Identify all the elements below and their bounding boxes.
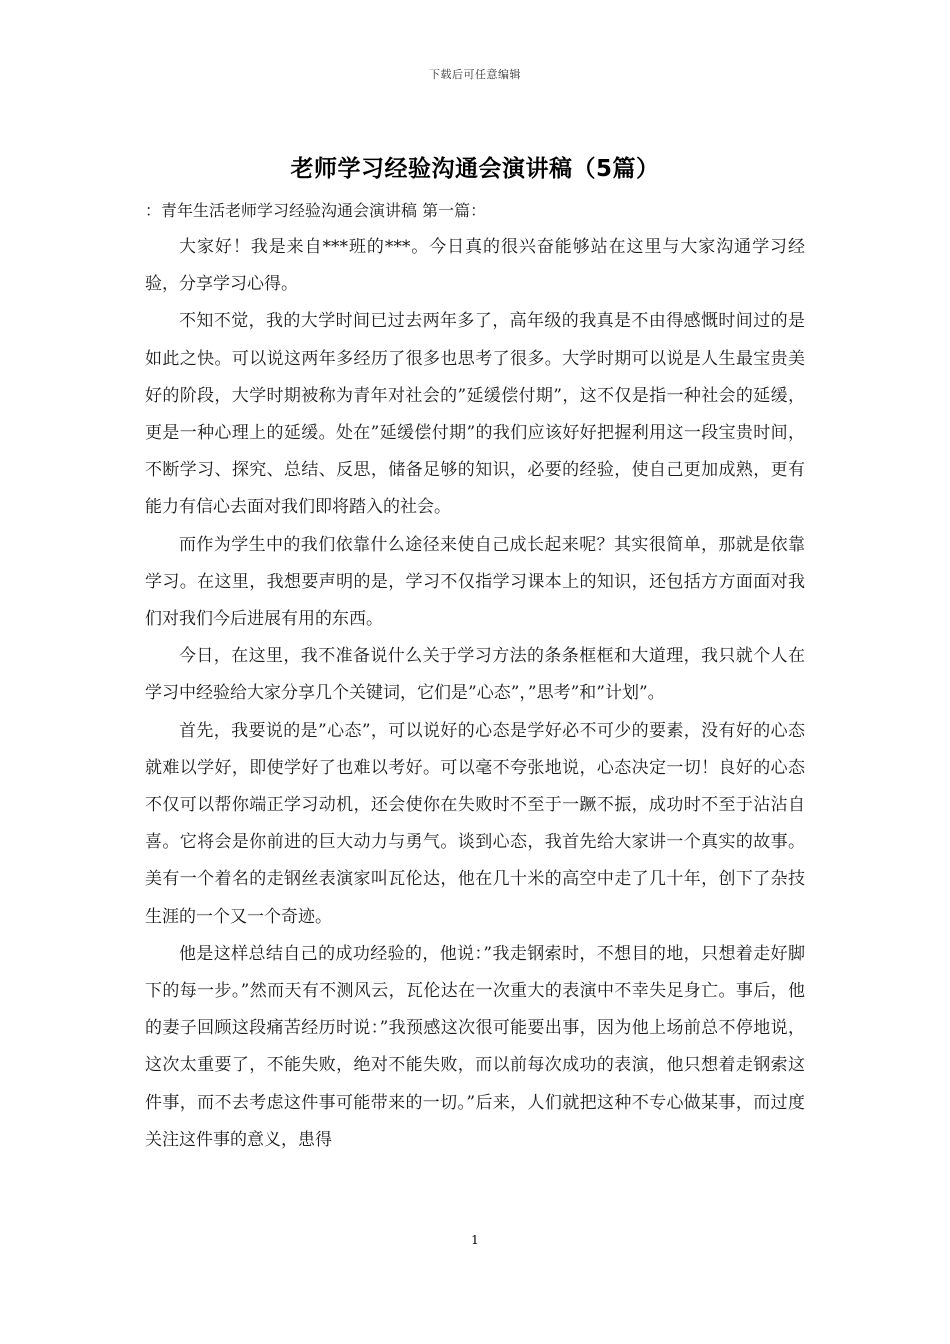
document-body [145, 196, 805, 1159]
document-title: 老师学习经验沟通会演讲稿（5篇） [290, 156, 660, 182]
page-number: 1 [471, 1233, 479, 1247]
section-subtitle: ：青年生活老师学习经验沟通会演讲稿 第一篇： [145, 201, 487, 220]
paragraph: 不知不觉，我的大学时间已过去两年多了，高年级的我真是不由得感慨时间过的是如此之快。可以说这两年多经历了很多也思考了很多。大学时期可以说是人生最宝贵美好的阶段，大学时期被称为青年对社会的”延缓偿付期”，这不仅是指一种社会的延缓，更是一种心理上的延缓。处在”延缓偿付期”的我们应该好好把握利用这一段宝贵时间，不断学习、探究、总结、反思，储备足够的知识，必要的经验，使自己更加成熟，更有能力有信心去面对我们即将踏入的社会。 [145, 311, 805, 518]
paragraph: 今日，在这里，我不准备说什么关于学习方法的条条框框和大道理，我只就个人在学习中经验给大家分享几个关键词，它们是”心态”，”思考”和”计划”。 [145, 646, 805, 704]
paragraph: 他是这样总结自己的成功经验的，他说：”我走钢索时，不想目的地，只想着走好脚下的每一步。”然而天有不测风云，瓦伦达在一次重大的表演中不幸失足身亡。事后，他的妻子回顾这段痛苦经历时说：”我预感这次很可能要出事，因为他上场前总不停地说，这次太重要了，不能失败，绝对不能失败，而以前每次成功的表演，他只想着走钢索这件事，而不去考虑这件事可能带来的一切。”后来，人们就把这种不专心做某事，而过度关注这件事的意义，患得 [145, 943, 805, 1150]
paragraph: 而作为学生中的我们依靠什么途径来使自己成长起来呢？其实很简单，那就是依靠学习。在这里，我想要声明的是，学习不仅指学习课本上的知识，还包括方方面面对我们对我们今后进展有用的东西。 [145, 534, 805, 630]
paragraph: 大家好！我是来自***班的***。今日真的很兴奋能够站在这里与大家沟通学习经验，分享学习心得。 [145, 237, 805, 295]
page-header: 下载后可任意编辑 [429, 68, 521, 81]
paragraph: 首先，我要说的是”心态”，可以说好的心态是学好必不可少的要素，没有好的心态就难以学好，即使学好了也难以考好。可以毫不夸张地说，心态决定一切！良好的心态不仅可以帮你端正学习动机，还会使你在失败时不至于一蹶不振，成功时不至于沾沾自喜。它将会是你前进的巨大动力与勇气。谈到心态，我首先给大家讲一个真实的故事。美有一个着名的走钢丝表演家叫瓦伦达，他在几十米的高空中走了几十年，创下了杂技生涯的一个又一个奇迹。 [145, 720, 805, 927]
